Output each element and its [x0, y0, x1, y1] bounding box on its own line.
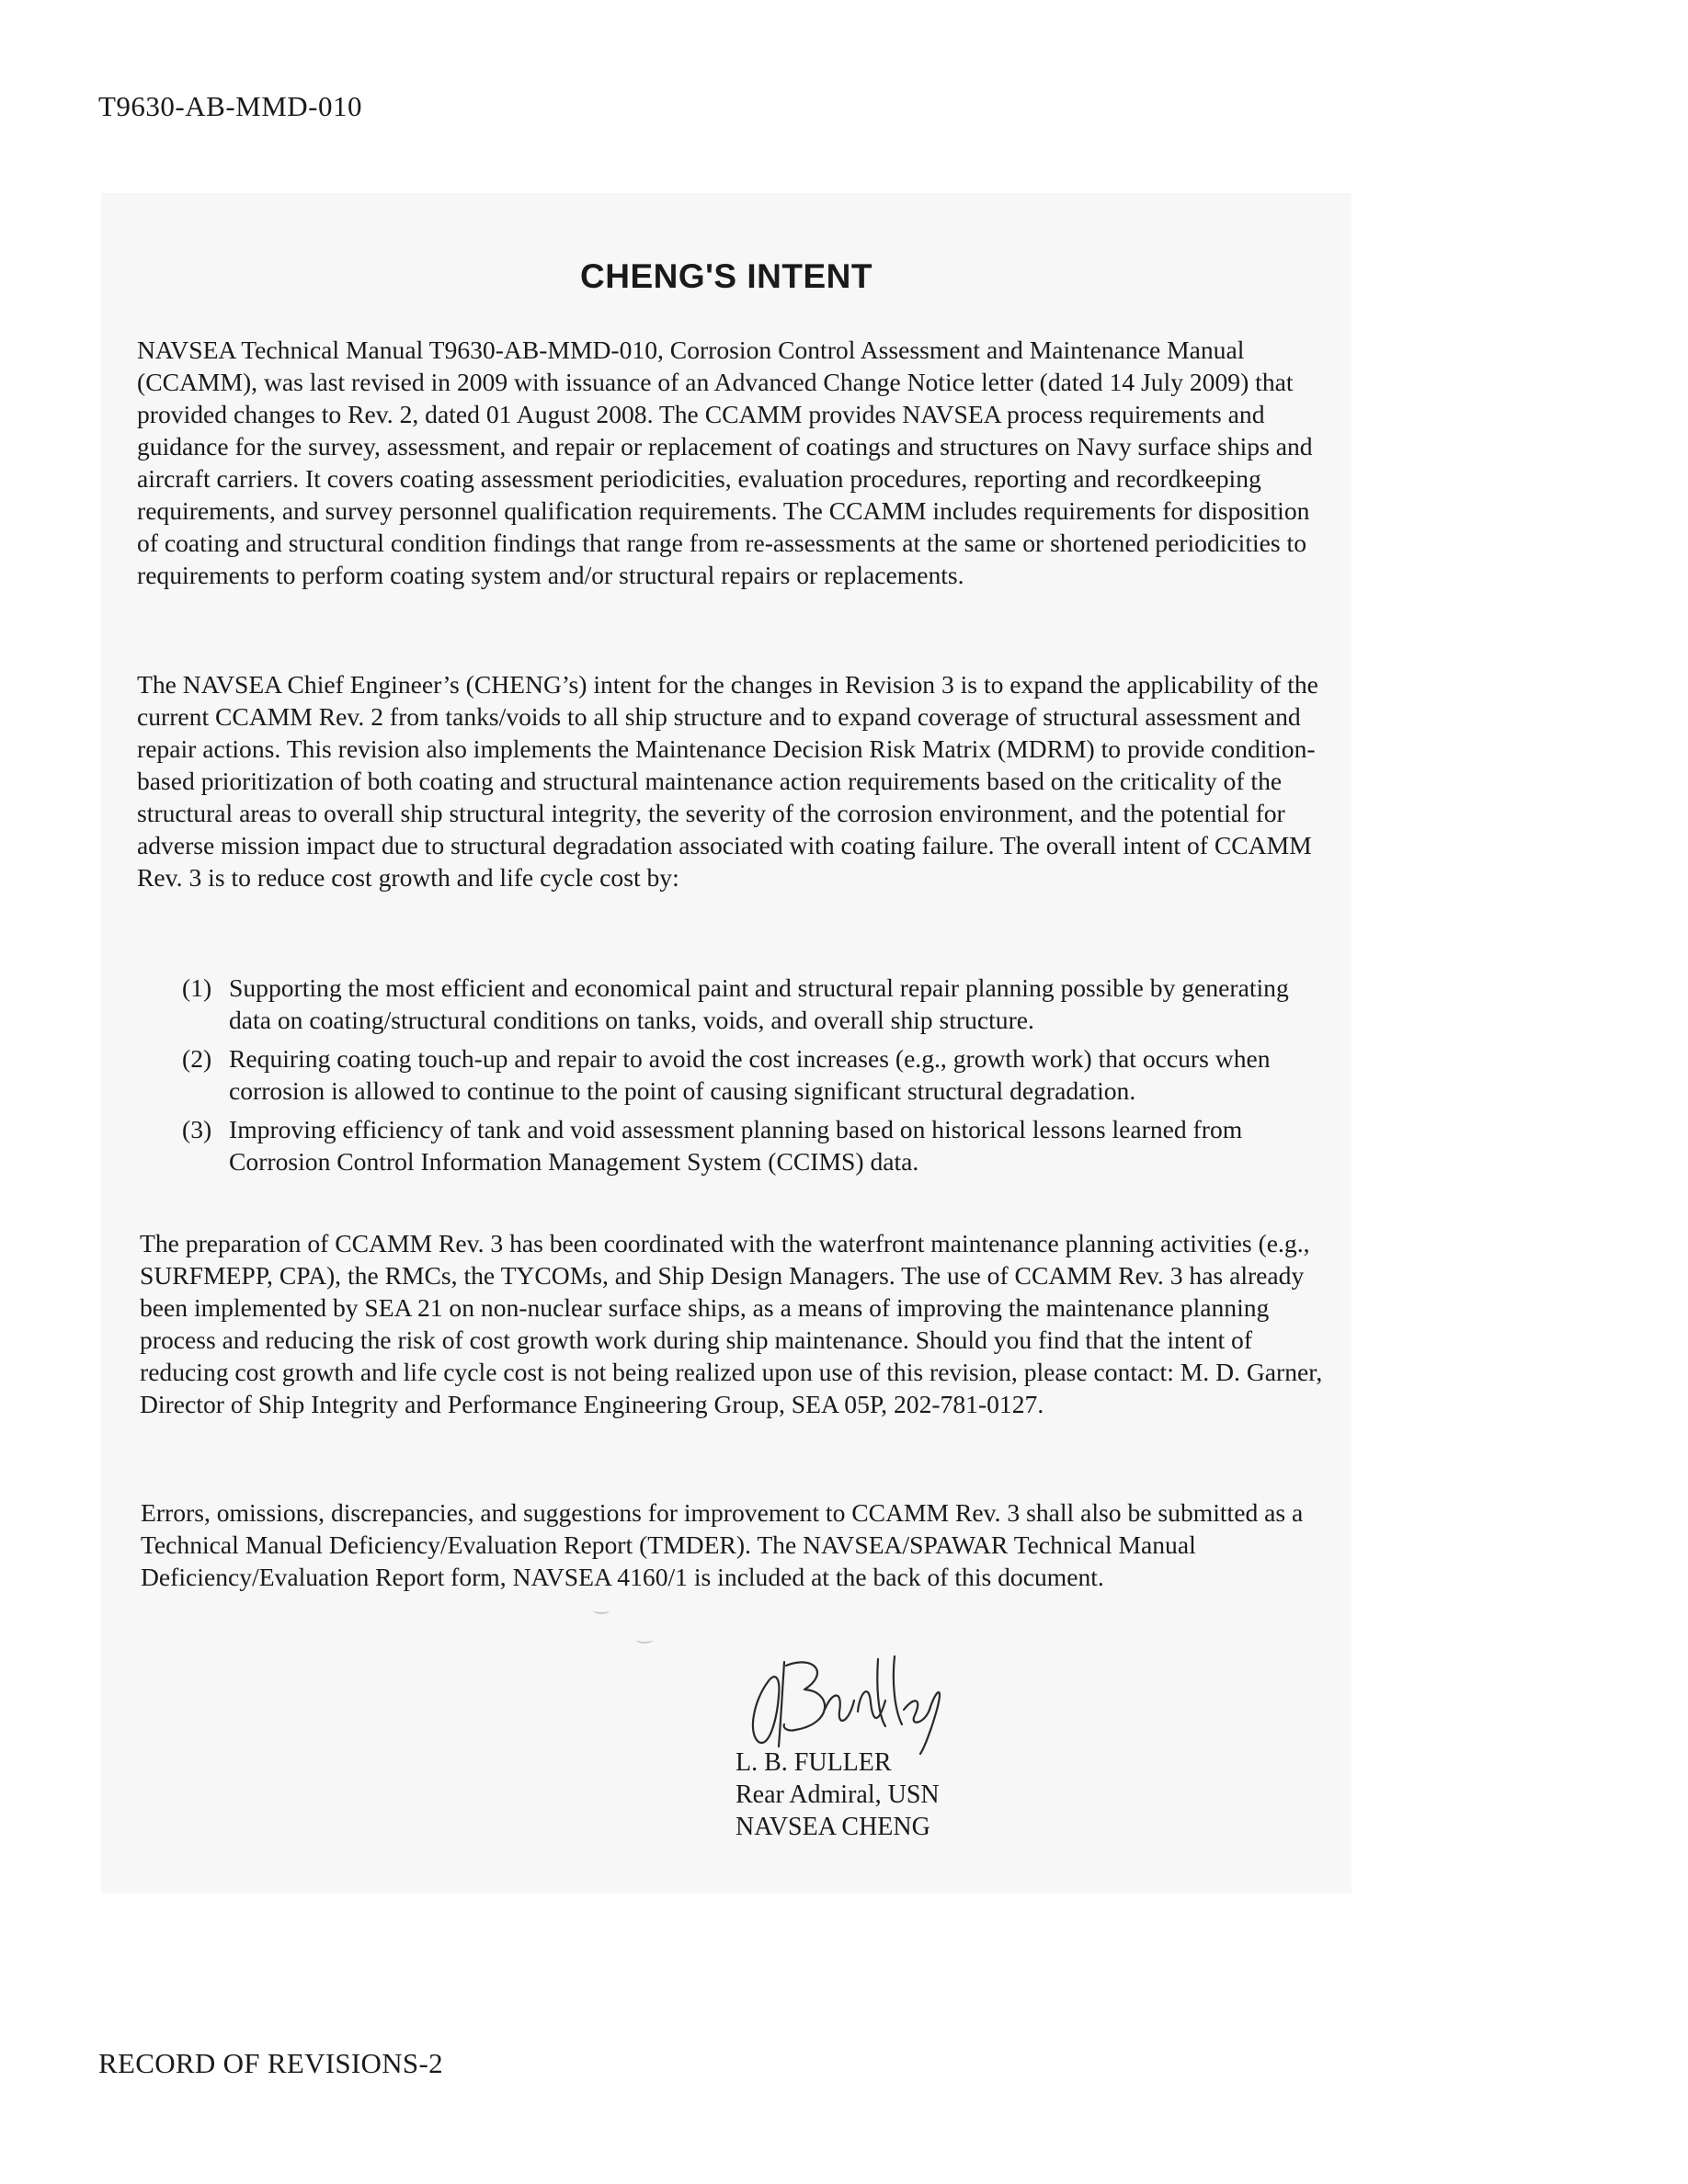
list-item-text: Improving efficiency of tank and void assessment planning based on historical lessons learned from Corrosion Control Information Management System (CCIMS) data. — [229, 1115, 1243, 1176]
handwritten-signature — [740, 1645, 952, 1756]
list-item — [182, 1113, 1331, 1177]
list-item — [182, 1042, 1331, 1107]
list-item-text: Supporting the most efficient and economical paint and structural repair planning possible by generating data on coating/structural conditions on tanks, voids, and overall ship structure. — [229, 973, 1289, 1034]
intro-paragraph: NAVSEA Technical Manual T9630-AB-MMD-010, Corrosion Control Assessment and Maintenance Manual (CCAMM), was last revised in 2009 with issuance of an Advanced Change Notice letter (dated 14 July 2009) that provided changes to Rev. 2, dated 01 August 2008. The CCAMM provides NAVSEA process requirements and guidance for the survey, assessment, and repair or replacement of coatings and structures on Navy surface ships and aircraft carriers. It covers coating assessment periodicities, evaluation procedures, reporting and recordkeeping requirements, and survey personnel qualification requirements. The CCAMM includes requirements for disposition of coating and structural condition findings that range from re-assessments at the same or shortened periodicities to requirements to perform coating system and/or structural repairs or replacements. — [137, 336, 1313, 589]
list-item-text: Requiring coating touch-up and repair to avoid the cost increases (e.g., growth work) that occurs when corrosion is allowed to continue to the point of causing significant structural degradation. — [229, 1044, 1271, 1105]
coordination-paragraph: The preparation of CCAMM Rev. 3 has been coordinated with the waterfront maintenance planning activities (e.g., SURFMEPP, CPA), the RMCs, the TYCOMs, and Ship Design Managers. The use of CCAMM Rev. 3 has already been implemented by SEA 21 on non-nuclear surface ships, as a means of improving the maintenance planning process and reducing the risk of cost growth work during ship maintenance. Should you find that the intent of reducing cost growth and life cycle cost is not being realized upon use of this revision, please contact: M. D. Garner, Director of Ship Integrity and Performance Engineering Group, SEA 05P, 202-781-0127. — [140, 1229, 1323, 1418]
signer-rank: Rear Admiral, USN — [736, 1780, 940, 1809]
signature-block — [736, 1746, 940, 1843]
page-footer: RECORD OF REVISIONS-2 — [98, 2047, 443, 2079]
scan-mark — [593, 1607, 610, 1614]
document-number: T9630-AB-MMD-010 — [98, 90, 362, 122]
list-item-number: (1) — [182, 973, 212, 1002]
list-item-number: (2) — [182, 1044, 212, 1073]
errors-paragraph: Errors, omissions, discrepancies, and suggestions for improvement to CCAMM Rev. 3 shall also be submitted as a Technical Manual Deficiency/Evaluation Report (TMDER). The NAVSEA/SPAWAR Technical Manual Deficiency/Evaluation Report form, NAVSEA 4160/1 is included at the back of this document. — [141, 1498, 1304, 1591]
intent-list — [182, 972, 1331, 1184]
intent-paragraph: The NAVSEA Chief Engineer’s (CHENG’s) intent for the changes in Revision 3 is to expand the applicability of the current CCAMM Rev. 2 from tanks/voids to all ship structure and to expand coverage of structural assessment and repair actions. This revision also implements the Maintenance Decision Risk Matrix (MDRM) to provide condition-based prioritization of both coating and structural maintenance action requirements based on the criticality of the structural areas to overall ship structural integrity, the severity of the corrosion environment, and the potential for adverse mission impact due to structural degradation associated with coating failure. The overall intent of CCAMM Rev. 3 is to reduce cost growth and life cycle cost by: — [137, 670, 1318, 892]
list-item — [182, 972, 1331, 1036]
page-title: CHENG'S INTENT — [580, 257, 873, 295]
signer-title: NAVSEA CHENG — [736, 1813, 930, 1841]
list-item-number: (3) — [182, 1115, 212, 1143]
signer-name: L. B. FULLER — [736, 1748, 892, 1777]
scan-mark — [636, 1636, 653, 1644]
